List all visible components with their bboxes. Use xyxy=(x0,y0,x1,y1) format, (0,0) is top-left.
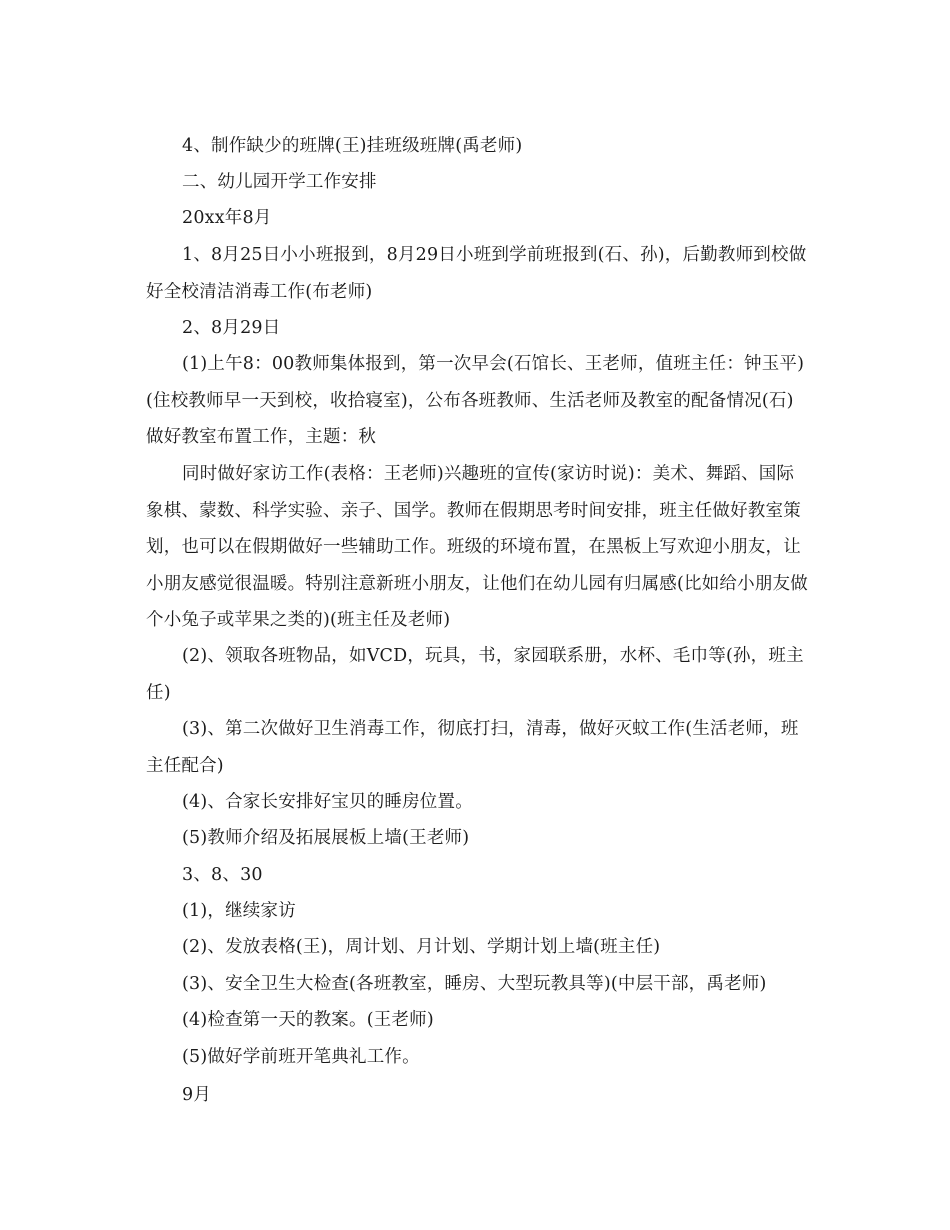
paragraph-day3-sub-3: (3)、安全卫生大检查(各班教室，睡房、大型玩教具等)(中层干部，禹老师) xyxy=(182,974,767,994)
paragraph-item-2: 2、8月29日 xyxy=(182,318,281,338)
paragraph-item-3: 3、8、30 xyxy=(182,865,263,885)
paragraph-day3-sub-1: (1)，继续家访 xyxy=(182,901,296,921)
paragraph-sub-1: (1)上午8：00教师集体报到，第一次早会(石馆长、王老师，值班主任：钟玉平)(住校教师早一天到校，收拾寝室)，公布各班教师、生活老师及教室的配备情况(石)做好教室布置工作，主题：秋 xyxy=(146,354,805,447)
section-heading-kindergarten-schedule: 二、幼儿园开学工作安排 xyxy=(182,172,377,192)
paragraph-day3-sub-2: (2)、发放表格(王)，周计划、月计划、学期计划上墙(班主任) xyxy=(182,937,661,957)
paragraph-day3-sub-4: (4)检查第一天的教案。(王老师) xyxy=(182,1010,434,1030)
month-heading-september: 9月 xyxy=(182,1085,212,1105)
paragraph-sub-4: (4)、合家长安排好宝贝的睡房位置。 xyxy=(182,792,473,812)
month-heading-august: 20xx年8月 xyxy=(182,208,272,228)
paragraph-home-visit: 同时做好家访工作(表格：王老师)兴趣班的宣传(家访时说)：美术、舞蹈、国际象棋、蒙数、科学实验、亲子、国学。教师在假期思考时间安排，班主任做好教室策划，也可以在假期做好一些辅助工作。班级的环境布置，在黑板上写欢迎小朋友，让小朋友感觉很温暖。特别注意新班小朋友，让他们在幼儿园有归属感(比如给小朋友做个小兔子或苹果之类的)(班主任及老师) xyxy=(146,464,808,630)
paragraph-sub-5: (5)教师介绍及拓展展板上墙(王老师) xyxy=(182,828,470,848)
paragraph-sub-2: (2)、领取各班物品，如VCD，玩具，书，家园联系册，水杯、毛巾等(孙，班主任) xyxy=(146,646,804,703)
paragraph-item-1: 1、8月25日小小班报到，8月29日小班到学前班报到(石、孙)，后勤教师到校做好全校清洁消毒工作(布老师) xyxy=(146,245,807,302)
paragraph-item-4: 4、制作缺少的班牌(王)挂班级班牌(禹老师) xyxy=(182,136,523,156)
paragraph-sub-3: (3)、第二次做好卫生消毒工作，彻底打扫，清毒，做好灭蚊工作(生活老师，班主任配合) xyxy=(146,719,799,776)
paragraph-day3-sub-5: (5)做好学前班开笔典礼工作。 xyxy=(182,1047,420,1067)
